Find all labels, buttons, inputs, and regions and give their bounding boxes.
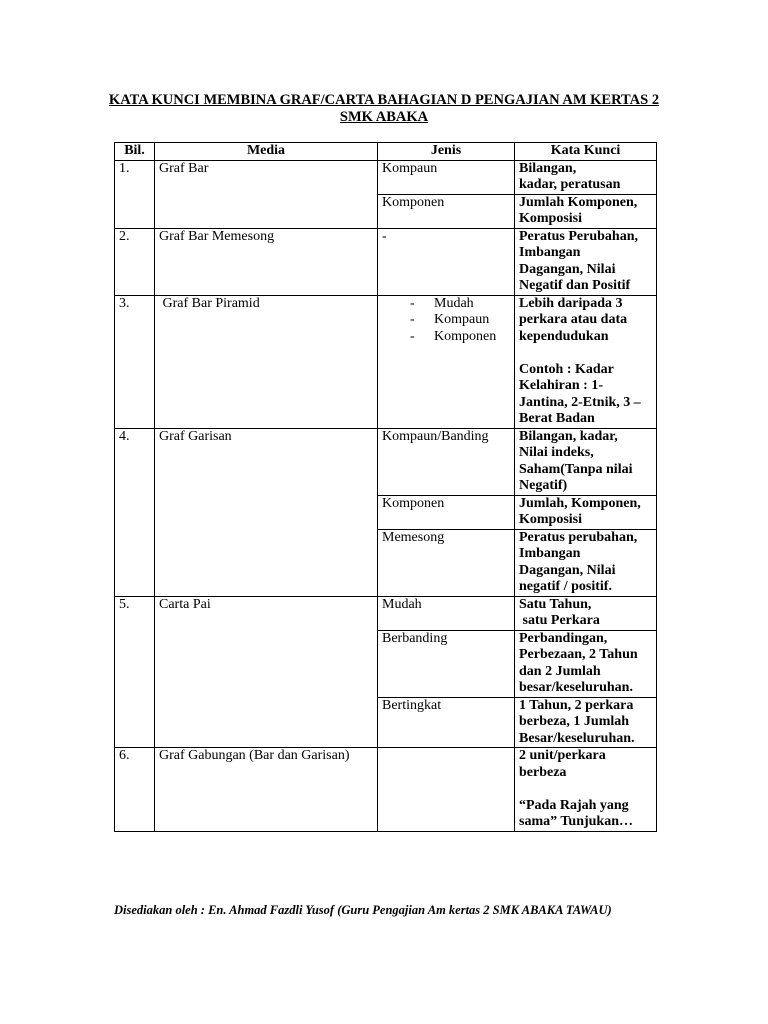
dash-marker: - <box>410 312 415 327</box>
keyword-table <box>114 142 657 832</box>
header-media: Media <box>155 143 378 161</box>
title-line-2: SMK ABAKA <box>339 109 429 125</box>
cell-kata-kunci: Perbandingan, Perbezaan, 2 Tahun dan 2 Jumlah besar/keseluruhan. <box>515 630 657 697</box>
cell-media: Graf Garisan <box>155 428 378 596</box>
list-item <box>410 329 510 346</box>
list-item-label: Mudah <box>434 295 474 311</box>
table-row <box>115 228 657 295</box>
cell-jenis: - <box>378 228 515 295</box>
header-bil: Bil. <box>115 143 155 161</box>
cell-jenis-list <box>378 295 515 428</box>
cell-media: Graf Bar Piramid <box>155 295 378 428</box>
cell-kata-kunci: 1 Tahun, 2 perkara berbeza, 1 Jumlah Besar/keseluruhan. <box>515 697 657 748</box>
prepared-by-footer: Disediakan oleh : En. Ahmad Fazdli Yusof (Guru Pengajian Am kertas 2 SMK ABAKA TAWAU) <box>114 903 612 917</box>
dash-marker: - <box>410 328 415 344</box>
cell-media: Carta Pai <box>155 596 378 748</box>
cell-bil: 3. <box>115 295 155 428</box>
cell-media: Graf Bar Memesong <box>155 228 378 295</box>
cell-jenis: Komponen <box>378 194 515 228</box>
cell-jenis <box>378 748 515 832</box>
document-title <box>100 92 668 126</box>
jenis-list <box>382 296 510 346</box>
list-item <box>410 312 510 329</box>
cell-jenis: Komponen <box>378 495 515 529</box>
cell-bil: 2. <box>115 228 155 295</box>
cell-kata-kunci: Peratus perubahan, Imbangan Dagangan, Nilai negatif / positif. <box>515 529 657 596</box>
cell-jenis: Bertingkat <box>378 697 515 748</box>
cell-bil: 6. <box>115 748 155 832</box>
cell-kata-kunci: 2 unit/perkara berbeza “Pada Rajah yang sama” Tunjukan… <box>515 748 657 832</box>
table-row <box>115 160 657 194</box>
cell-jenis: Memesong <box>378 529 515 596</box>
table-row <box>115 428 657 495</box>
cell-jenis: Mudah <box>378 596 515 630</box>
header-kata-kunci: Kata Kunci <box>515 143 657 161</box>
cell-bil: 1. <box>115 160 155 228</box>
cell-jenis: Kompaun/Banding <box>378 428 515 495</box>
cell-media: Graf Bar <box>155 160 378 228</box>
cell-bil: 4. <box>115 428 155 596</box>
list-item-label: Komponen <box>434 328 497 344</box>
cell-kata-kunci: Jumlah, Komponen, Komposisi <box>515 495 657 529</box>
table-row <box>115 596 657 630</box>
dash-marker: - <box>410 295 415 311</box>
cell-kata-kunci: Jumlah Komponen, Komposisi <box>515 194 657 228</box>
list-item-label: Kompaun <box>434 312 490 327</box>
cell-kata-kunci: Lebih daripada 3 perkara atau data kependudukan Contoh : Kadar Kelahiran : 1- Jantina, 2-Etnik, 3 – Berat Badan <box>515 295 657 428</box>
cell-kata-kunci: Bilangan, kadar, Nilai indeks, Saham(Tanpa nilai Negatif) <box>515 428 657 495</box>
header-jenis: Jenis <box>378 143 515 161</box>
cell-kata-kunci: Peratus Perubahan, Imbangan Dagangan, Nilai Negatif dan Positif <box>515 228 657 295</box>
table-row <box>115 748 657 832</box>
cell-jenis: Kompaun <box>378 160 515 194</box>
cell-jenis: Berbanding <box>378 630 515 697</box>
list-item <box>410 296 510 313</box>
title-line-1: KATA KUNCI MEMBINA GRAF/CARTA BAHAGIAN D PENGAJIAN AM KERTAS 2 <box>108 92 660 108</box>
cell-media: Graf Gabungan (Bar dan Garisan) <box>155 748 378 832</box>
cell-bil: 5. <box>115 596 155 748</box>
table-row <box>115 295 657 428</box>
cell-kata-kunci: Satu Tahun, satu Perkara <box>515 596 657 630</box>
table-header-row <box>115 143 657 161</box>
cell-kata-kunci: Bilangan, kadar, peratusan <box>515 160 657 194</box>
